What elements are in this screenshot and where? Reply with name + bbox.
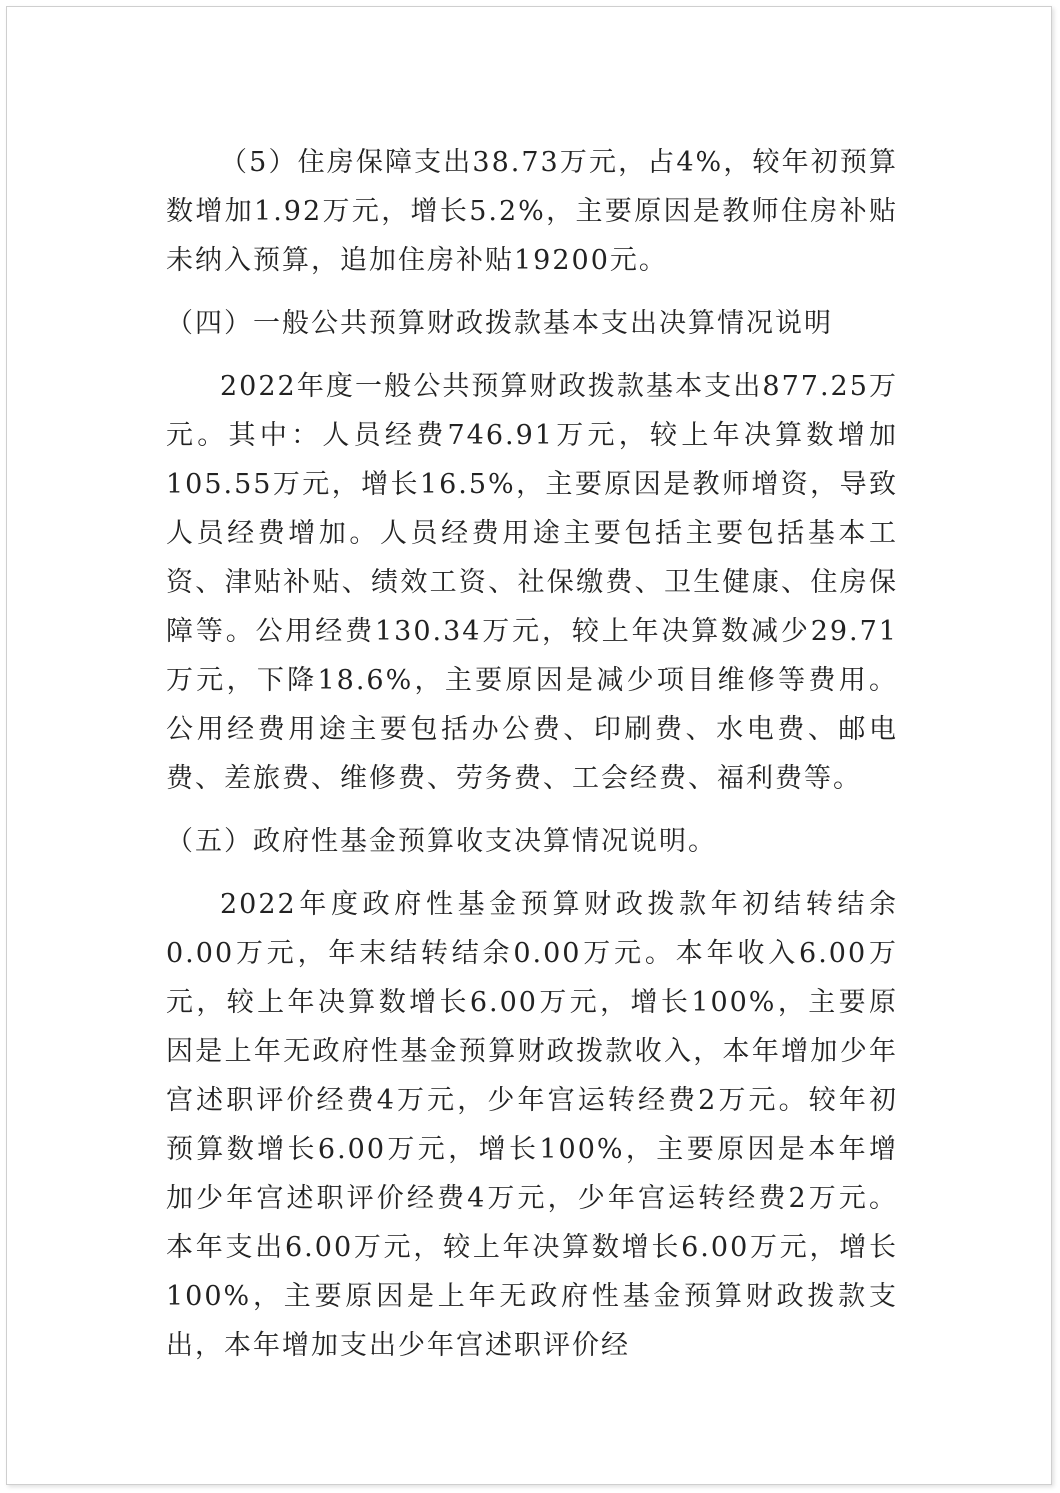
document-body (166, 138, 898, 1370)
paragraph-government-fund: 2022年度政府性基金预算财政拨款年初结转结余0.00万元，年末结转结余0.00万元。本年收入6.00万元，较上年决算数增长6.00万元，增长100%，主要原因是上年无政府性基金预算财政拨款收入，本年增加少年宫述职评价经费4万元，少年宫运转经费2万元。较年初预算数增长6.00万元，增长100%，主要原因是本年增加少年宫述职评价经费4万元，少年宫运转经费2万元。本年支出6.00万元，较上年决算数增长6.00万元，增长100%，主要原因是上年无政府性基金预算财政拨款支出，本年增加支出少年宫述职评价经 (166, 889, 898, 1361)
section-heading-government-fund: （五）政府性基金预算收支决算情况说明。 (166, 826, 717, 857)
paragraph-basic-expenditure: 2022年度一般公共预算财政拨款基本支出877.25万元。其中：人员经费746.91万元，较上年决算数增加105.55万元，增长16.5%，主要原因是教师增资，导致人员经费增加。人员经费用途主要包括主要包括基本工资、津贴补贴、绩效工资、社保缴费、卫生健康、住房保障等。公用经费130.34万元，较上年决算数减少29.71万元，下降18.6%，主要原因是减少项目维修等费用。公用经费用途主要包括办公费、印刷费、水电费、邮电费、差旅费、维修费、劳务费、工会经费、福利费等。 (166, 371, 898, 794)
paragraph-housing-expenditure: （5）住房保障支出38.73万元，占4%，较年初预算数增加1.92万元，增长5.2%，主要原因是教师住房补贴未纳入预算，追加住房补贴19200元。 (166, 147, 898, 276)
section-heading-basic-expenditure: （四）一般公共预算财政拨款基本支出决算情况说明 (166, 308, 833, 339)
